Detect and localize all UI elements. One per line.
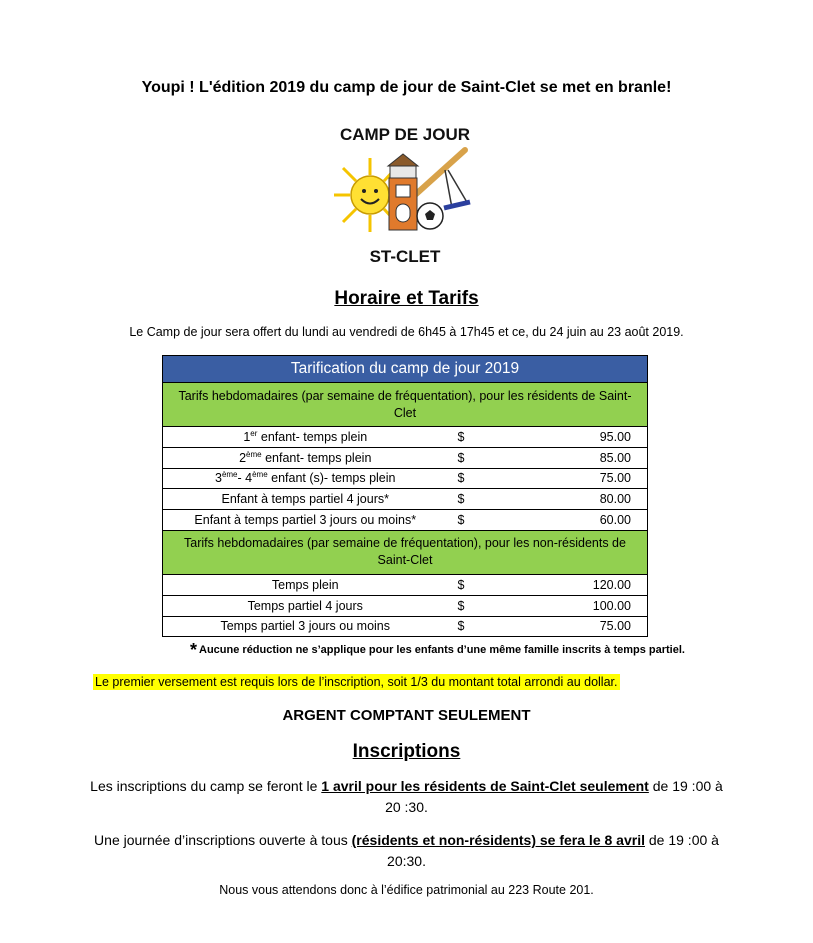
camp-logo: [330, 120, 480, 268]
row-currency: $: [448, 447, 478, 468]
logo-bottom-text: ST-CLET: [369, 247, 441, 266]
footnote: [190, 640, 685, 661]
footnote-star: *: [190, 640, 198, 660]
row-amount: 75.00: [478, 468, 648, 489]
row-amount: 120.00: [478, 574, 648, 595]
row-currency: $: [448, 595, 478, 616]
table-row: [163, 574, 648, 595]
row-amount: 100.00: [478, 595, 648, 616]
row-amount: 80.00: [478, 489, 648, 510]
payment-note-highlight: Le premier versement est requis lors de l’inscription, soit 1/3 du montant total arrondi au dollar.: [95, 675, 618, 689]
table-row: [163, 489, 648, 510]
row-label: Temps plein: [163, 574, 448, 595]
closing-text: Nous vous attendons donc à l’édifice patrimonial au 223 Route 201.: [219, 883, 594, 897]
row-amount: 85.00: [478, 447, 648, 468]
row-label: Enfant à temps partiel 3 jours ou moins*: [163, 510, 448, 531]
row-label: Temps partiel 3 jours ou moins: [163, 616, 448, 637]
open-date-emphasis: (résidents et non-résidents) se fera le 8 avril: [351, 832, 645, 848]
footnote-text: Aucune réduction ne s’applique pour les enfants d’une même famille inscrits à temps partiel.: [199, 644, 685, 656]
cash-only-notice: ARGENT COMPTANT SEULEMENT: [282, 707, 531, 724]
swing-icon: [444, 170, 470, 208]
row-currency: $: [448, 510, 478, 531]
row-amount: 60.00: [478, 510, 648, 531]
table-row: [163, 616, 648, 637]
table-row: [163, 595, 648, 616]
table-title: Tarification du camp de jour 2019: [163, 356, 648, 383]
row-currency: $: [448, 489, 478, 510]
row-label: 3ème- 4ème enfant (s)- temps plein: [163, 468, 448, 489]
residents-date-emphasis: 1 avril pour les résidents de Saint-Clet seulement: [321, 778, 649, 794]
row-amount: 95.00: [478, 427, 648, 448]
row-currency: $: [448, 574, 478, 595]
intro-text: Le Camp de jour sera offert du lundi au vendredi de 6h45 à 17h45 et ce, du 24 juin au 23 août 2019.: [129, 325, 684, 339]
registration-paragraph-all: Une journée d’inscriptions ouverte à tous (résidents et non-résidents) se fera le 8 avril de 19 :00 à 20:30.: [94, 832, 719, 869]
registration-paragraph-residents: Les inscriptions du camp se feront le 1 avril pour les résidents de Saint-Clet seulement de 19 :00 à 20 :30.: [90, 778, 723, 815]
row-currency: $: [448, 427, 478, 448]
soccer-ball-icon: [417, 203, 443, 229]
rates-table: [162, 355, 648, 637]
group-header-nonresidents: Tarifs hebdomadaires (par semaine de fréquentation), pour les non-résidents de Saint-Clet: [163, 530, 648, 574]
tower-icon: [388, 154, 418, 230]
row-label: Enfant à temps partiel 4 jours*: [163, 489, 448, 510]
row-amount: 75.00: [478, 616, 648, 637]
section-title-schedule: Horaire et Tarifs: [334, 288, 479, 309]
row-label: 2ème enfant- temps plein: [163, 447, 448, 468]
table-row: [163, 447, 648, 468]
row-label: Temps partiel 4 jours: [163, 595, 448, 616]
bat-icon: [415, 150, 465, 195]
headline: Youpi ! L'édition 2019 du camp de jour de Saint-Clet se met en branle!: [141, 79, 672, 96]
section-title-registrations: Inscriptions: [352, 741, 461, 762]
table-row: [163, 510, 648, 531]
logo-top-text: CAMP DE JOUR: [339, 125, 471, 144]
group-header-residents: Tarifs hebdomadaires (par semaine de fréquentation), pour les résidents de Saint-Clet: [163, 383, 648, 427]
table-row: [163, 468, 648, 489]
row-label: 1er enfant- temps plein: [163, 427, 448, 448]
row-currency: $: [448, 616, 478, 637]
table-row: [163, 427, 648, 448]
row-currency: $: [448, 468, 478, 489]
